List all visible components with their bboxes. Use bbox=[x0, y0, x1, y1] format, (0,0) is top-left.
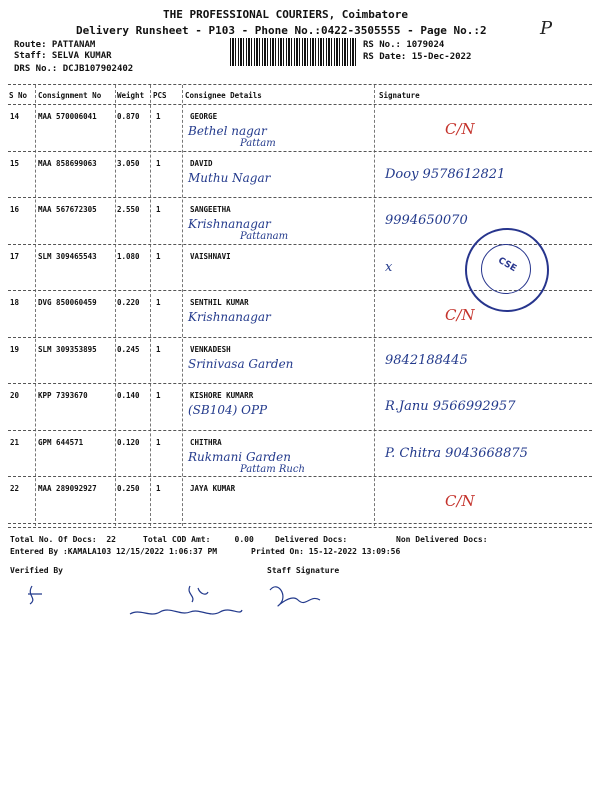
row-weight: 0.140 bbox=[117, 391, 140, 400]
col-signature: Signature bbox=[379, 91, 420, 100]
staff-signature-label: Staff Signature bbox=[267, 566, 340, 575]
row-signature: P. Chitra 9043668875 bbox=[385, 445, 528, 461]
col-sno: S No bbox=[9, 91, 28, 100]
row-signature: 9842188445 bbox=[385, 352, 468, 368]
row-sno: 17 bbox=[10, 251, 20, 261]
row-separator bbox=[8, 430, 592, 431]
row-sno: 22 bbox=[10, 484, 20, 493]
row-sno: 18 bbox=[10, 298, 20, 307]
footer-rule bbox=[8, 527, 592, 528]
runsheet-title: Delivery Runsheet - P103 - Phone No.:0422-3505555 - Page No.:2 bbox=[76, 24, 487, 37]
row-separator bbox=[8, 523, 592, 524]
col-consignee: Consignee Details bbox=[185, 91, 262, 100]
row-address-2: Pattanam bbox=[240, 231, 289, 242]
row-pcs: 1 bbox=[156, 158, 161, 168]
row-signature: C/N bbox=[445, 492, 475, 510]
row-consignment: MAA 289092927 bbox=[38, 484, 97, 493]
row-consignment: SLM 309465543 bbox=[38, 251, 97, 261]
row-consignee-name: CHITHRA bbox=[190, 437, 222, 447]
row-weight: 0.120 bbox=[117, 437, 140, 447]
col-weight: Weight bbox=[117, 91, 145, 100]
total-cod: Total COD Amt: 0.00 bbox=[143, 535, 254, 544]
row-address: (SB104) OPP bbox=[188, 403, 268, 417]
route-label: Route: PATTANAM bbox=[14, 40, 96, 50]
row-sno: 16 bbox=[10, 205, 20, 214]
row-signature: C/N bbox=[445, 120, 475, 138]
row-signature: C/N bbox=[445, 306, 475, 324]
row-consignee-name: SANGEETHA bbox=[190, 205, 231, 214]
table-row bbox=[0, 387, 600, 435]
barcode bbox=[230, 38, 358, 66]
printed-on: Printed On: 15-12-2022 13:09:56 bbox=[251, 547, 401, 556]
row-pcs: 1 bbox=[156, 205, 161, 214]
row-consignment: MAA 567672305 bbox=[38, 205, 97, 214]
row-pcs: 1 bbox=[156, 251, 161, 261]
table-row bbox=[0, 480, 600, 528]
row-address-2: Pattam bbox=[240, 138, 276, 149]
row-signature: x bbox=[385, 259, 393, 275]
row-consignee-name: KISHORE KUMARR bbox=[190, 391, 254, 400]
row-separator bbox=[8, 383, 592, 384]
staff-label: Staff: SELVA KUMAR bbox=[14, 51, 112, 61]
row-address: Krishnanagar bbox=[188, 310, 271, 324]
row-address: Muthu Nagar bbox=[188, 170, 271, 185]
row-pcs: 1 bbox=[156, 298, 161, 307]
row-consignee-name: GEORGE bbox=[190, 112, 218, 121]
total-docs: Total No. Of Docs: 22 bbox=[10, 535, 116, 544]
row-address: Rukmani Garden bbox=[188, 449, 291, 464]
row-weight: 0.220 bbox=[117, 298, 140, 307]
footer-signatures bbox=[20, 580, 360, 640]
row-weight: 0.250 bbox=[117, 484, 140, 493]
row-address: Krishnanagar bbox=[188, 217, 271, 231]
row-weight: 0.245 bbox=[117, 344, 140, 354]
row-consignee-name: JAYA KUMAR bbox=[190, 484, 236, 493]
row-pcs: 1 bbox=[156, 391, 161, 400]
row-separator bbox=[8, 151, 592, 152]
row-pcs: 1 bbox=[156, 484, 161, 493]
row-sno: 14 bbox=[10, 112, 20, 121]
row-consignee-name: SENTHIL KUMAR bbox=[190, 298, 249, 307]
table-row bbox=[0, 108, 600, 156]
table-row bbox=[0, 155, 600, 203]
row-consignee-name: VENKADESH bbox=[190, 344, 231, 354]
row-weight: 2.550 bbox=[117, 205, 140, 214]
row-consignment: SLM 309353895 bbox=[38, 344, 97, 354]
row-separator bbox=[8, 476, 592, 477]
row-address-2: Pattam Ruch bbox=[240, 463, 305, 475]
row-signature: R.Janu 9566992957 bbox=[385, 399, 516, 414]
rs-number: RS No.: 1079024 bbox=[363, 40, 445, 50]
row-separator bbox=[8, 197, 592, 198]
page-mark: P bbox=[540, 18, 553, 39]
row-weight: 3.050 bbox=[117, 158, 140, 168]
row-weight: 1.080 bbox=[117, 251, 140, 261]
row-sno: 21 bbox=[10, 437, 20, 447]
drs-number: DRS No.: DCJB107902402 bbox=[14, 64, 134, 74]
row-consignment: MAA 858699063 bbox=[38, 158, 97, 168]
rs-date: RS Date: 15-Dec-2022 bbox=[363, 52, 472, 62]
row-sno: 19 bbox=[10, 344, 20, 354]
header-bottom-rule bbox=[8, 104, 592, 105]
row-pcs: 1 bbox=[156, 344, 161, 354]
delivered-docs: Delivered Docs: bbox=[275, 535, 348, 544]
row-consignee-name: VAISHNAVI bbox=[190, 251, 231, 261]
row-signature: Dooy 9578612821 bbox=[385, 166, 506, 182]
row-pcs: 1 bbox=[156, 437, 161, 447]
row-consignment: MAA 570006041 bbox=[38, 112, 97, 121]
row-weight: 0.870 bbox=[117, 112, 140, 121]
row-signature: 9994650070 bbox=[385, 213, 468, 228]
table-row bbox=[0, 434, 600, 482]
row-consignment: GPM 644571 bbox=[38, 437, 84, 447]
company-title: THE PROFESSIONAL COURIERS, Coimbatore bbox=[163, 8, 409, 21]
non-delivered-docs: Non Delivered Docs: bbox=[396, 535, 488, 544]
verified-by: Verified By bbox=[10, 566, 63, 575]
row-pcs: 1 bbox=[156, 112, 161, 121]
table-row bbox=[0, 341, 600, 389]
row-sno: 15 bbox=[10, 158, 20, 168]
row-consignee-name: DAVID bbox=[190, 158, 213, 168]
col-consignment: Consignment No bbox=[38, 91, 102, 100]
row-address: Bethel nagar bbox=[188, 124, 267, 138]
col-pcs: PCS bbox=[153, 91, 167, 100]
entered-by: Entered By :KAMALA103 12/15/2022 1:06:37 PM bbox=[10, 547, 218, 556]
header-top-rule bbox=[8, 84, 592, 85]
institution-stamp: CSE bbox=[465, 228, 549, 312]
row-sno: 20 bbox=[10, 391, 20, 400]
row-consignment: KPP 7393670 bbox=[38, 391, 88, 400]
row-address: Srinivasa Garden bbox=[188, 356, 294, 371]
row-consignment: DVG 850060459 bbox=[38, 298, 97, 307]
row-separator bbox=[8, 337, 592, 338]
